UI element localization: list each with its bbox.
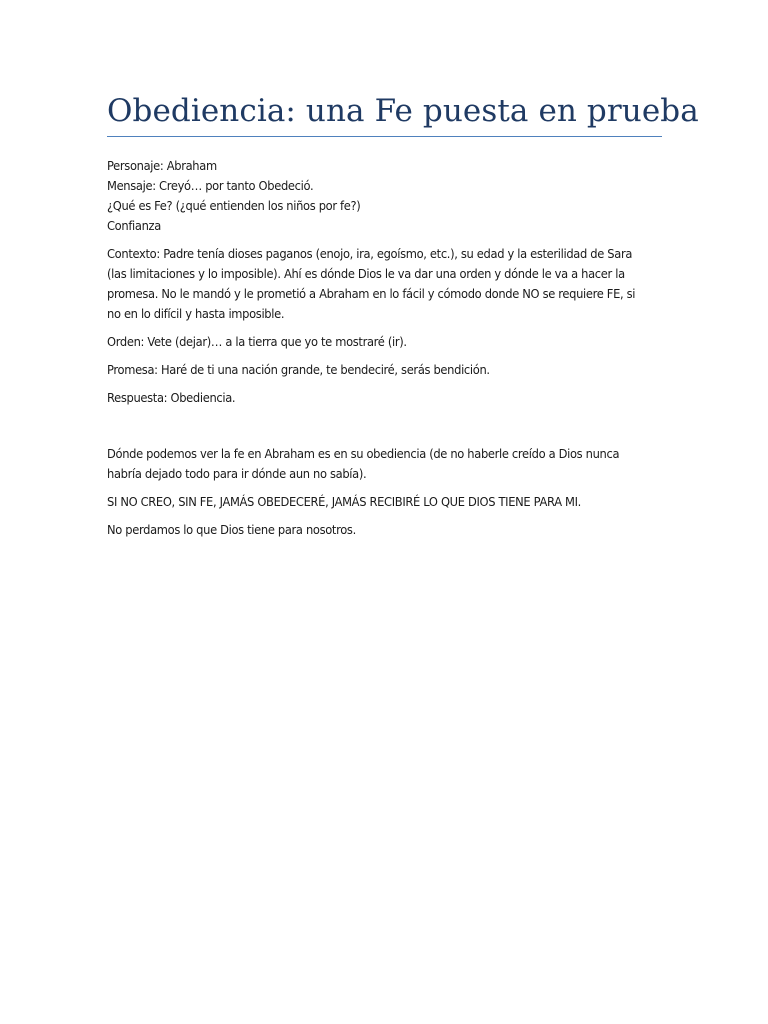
contexto-line: (las limitaciones y lo imposible). Ahí es dónde Dios le va dar una orden y dónde le va a hacer la — [107, 267, 625, 281]
paragraph-spacer — [107, 324, 643, 332]
pregunta-line: ¿Qué es Fe? (¿qué entienden los niños por fe?) — [107, 199, 361, 213]
paragraph-spacer — [107, 380, 643, 388]
enfasis-paragraph: SI NO CREO, SIN FE, JAMÁS OBEDECERÉ, JAMÁS RECIBIRÉ LO QUE DIOS TIENE PARA MI. — [107, 495, 581, 509]
document-body — [107, 156, 643, 540]
mensaje-line: Mensaje: Creyó… por tanto Obedeció. — [107, 179, 314, 193]
promesa-paragraph: Promesa: Haré de ti una nación grande, te bendeciré, serás bendición. — [107, 363, 490, 377]
contexto-line: promesa. No le mandó y le prometió a Abraham en lo fácil y cómodo donde NO se requiere FE, si — [107, 287, 636, 301]
cierre-paragraph: No perdamos lo que Dios tiene para nosotros. — [107, 523, 356, 537]
paragraph-spacer — [107, 484, 643, 492]
personaje-line: Personaje: Abraham — [107, 159, 217, 173]
respuesta-paragraph: Respuesta: Obediencia. — [107, 391, 236, 405]
confianza-line: Confianza — [107, 219, 161, 233]
paragraph-spacer — [107, 352, 643, 360]
paragraph-spacer — [107, 408, 643, 444]
conclusion-line: Dónde podemos ver la fe en Abraham es en su obediencia (de no haberle creído a Dios nunca — [107, 447, 620, 461]
contexto-paragraph — [107, 244, 643, 324]
paragraph-spacer — [107, 512, 643, 520]
orden-paragraph: Orden: Vete (dejar)… a la tierra que yo te mostraré (ir). — [107, 335, 407, 349]
contexto-line: no en lo difícil y hasta imposible. — [107, 307, 285, 321]
contexto-line: Contexto: Padre tenía dioses paganos (enojo, ira, egoísmo, etc.), su edad y la esterilidad de Sara — [107, 247, 633, 261]
conclusion-paragraph — [107, 444, 643, 484]
conclusion-line: habría dejado todo para ir dónde aun no sabía). — [107, 467, 367, 481]
title-underline — [107, 136, 662, 137]
paragraph-spacer — [107, 236, 643, 244]
document-title: Obediencia: una Fe puesta en prueba — [107, 93, 699, 129]
